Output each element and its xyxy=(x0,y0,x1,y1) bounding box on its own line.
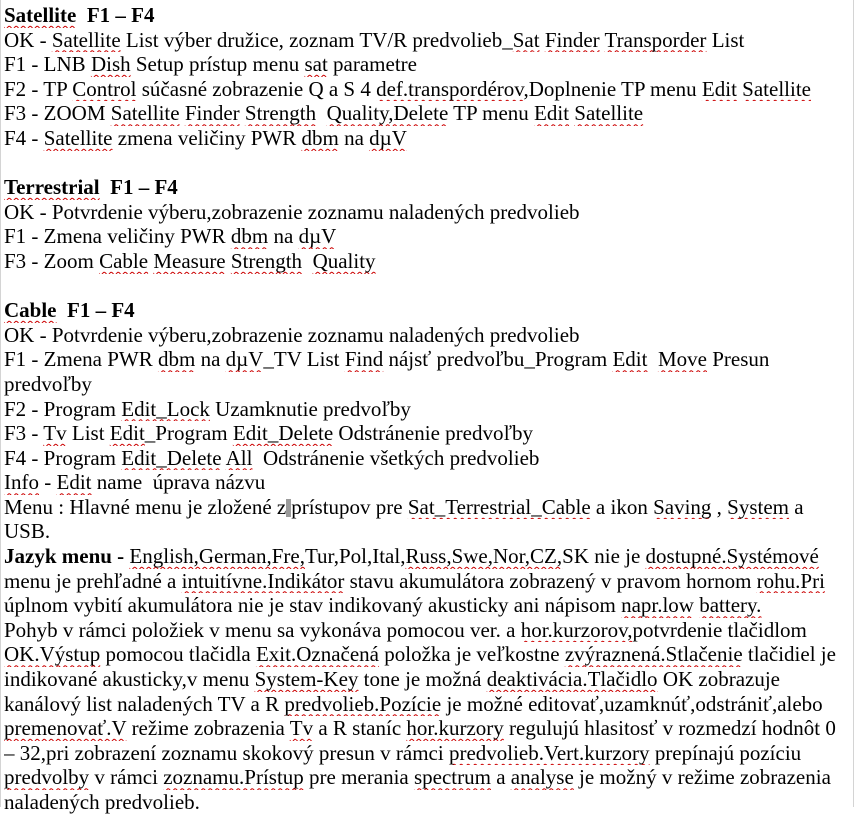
misspelled-word: Quality xyxy=(312,248,376,273)
text-segment: regulujú hlasitosť v rozmedzí hodnôt 0 xyxy=(503,716,836,741)
text-line xyxy=(4,569,853,594)
text-line xyxy=(4,323,853,348)
text-line xyxy=(4,224,853,249)
blank-line xyxy=(4,274,853,299)
misspelled-word: hor.kurzorov, xyxy=(520,617,633,642)
text-line xyxy=(4,372,853,397)
text-line xyxy=(4,667,853,692)
text-segment xyxy=(302,249,313,273)
misspelled-word: Edit xyxy=(701,76,737,101)
text-line xyxy=(4,28,853,53)
text-segment: zmena veličiny PWR xyxy=(112,125,302,150)
misspelled-word: Satellite xyxy=(43,125,113,150)
text-segment: OK - Potvrdenie výberu,zobrazenie zoznamu naladených predvolieb xyxy=(4,199,580,224)
misspelled-word: Finder xyxy=(184,101,240,126)
text-segment: F3 - Zoom xyxy=(4,248,100,273)
text-segment: režime zobrazenia xyxy=(126,716,290,741)
text-segment: a R staníc xyxy=(313,716,407,741)
misspelled-word: Sat_Terrestrial_Cable xyxy=(407,494,591,519)
misspelled-word: predvolieb.Vert.kurzory xyxy=(448,740,650,765)
section-heading xyxy=(4,298,853,323)
text-line xyxy=(4,544,853,569)
misspelled-word: sat xyxy=(304,52,328,77)
misspelled-word: Edit xyxy=(56,470,92,495)
section-heading xyxy=(4,175,853,200)
text-segment: F1 – F4 xyxy=(76,3,155,27)
text-segment: nájsť predvoľbu_Program xyxy=(383,347,613,372)
text-segment: pomocou tlačidla xyxy=(100,642,256,667)
text-line xyxy=(4,716,853,741)
text-segment: Odstránenie všetkých predvolieb xyxy=(252,445,540,470)
text-line xyxy=(4,692,853,717)
misspelled-word: dbm xyxy=(157,347,196,372)
text-segment: List xyxy=(706,27,745,52)
text-segment: SK nie je xyxy=(562,544,646,569)
text-segment: F1 - Zmena veličiny PWR xyxy=(4,224,231,249)
text-line xyxy=(4,101,853,126)
misspelled-word: Measure xyxy=(153,248,226,273)
text-line xyxy=(4,618,853,643)
text-line xyxy=(4,249,853,274)
misspelled-word: hor.kurzory xyxy=(406,716,504,741)
text-segment: tone je možná xyxy=(358,667,487,692)
text-segment: OK zobrazuje xyxy=(657,667,781,692)
text-segment: F2 - TP xyxy=(4,76,73,101)
text-segment: _Program xyxy=(144,421,233,446)
text-segment: OK - Potvrdenie výberu,zobrazenie zoznamu naladených predvolieb xyxy=(4,322,580,347)
misspelled-word: spectrum xyxy=(413,765,491,790)
misspelled-word: Finder xyxy=(544,27,600,52)
text-segment: F3 - xyxy=(4,421,44,446)
text-segment: USB. xyxy=(4,519,51,544)
text-line xyxy=(4,495,853,520)
misspelled-word: dµV xyxy=(225,347,264,372)
text-segment: name úprava názvu xyxy=(91,470,266,495)
misspelled-word: Cable xyxy=(99,248,149,273)
misspelled-word: dbm xyxy=(301,125,339,150)
misspelled-word: System-Key xyxy=(254,667,359,692)
text-line xyxy=(4,790,853,815)
text-segment: F2 - Program xyxy=(4,396,122,421)
text-segment: menu je prehľadné a xyxy=(4,568,182,593)
misspelled-word: napr.low xyxy=(621,593,694,618)
text-segment: F1 - Zmena PWR xyxy=(4,347,158,372)
text-segment: položka je veľkostne xyxy=(379,642,565,667)
text-segment: , xyxy=(711,494,728,519)
text-segment: tlačidiel je xyxy=(742,642,836,667)
text-segment: F1 - LNB xyxy=(4,52,91,77)
misspelled-word: Info xyxy=(4,470,39,495)
text-segment xyxy=(316,101,327,125)
misspelled-word: dµV xyxy=(369,125,407,150)
text-segment: na xyxy=(195,347,226,372)
text-segment: F3 - ZOOM xyxy=(4,101,111,126)
text-segment xyxy=(647,347,658,371)
blank-line xyxy=(4,151,853,176)
text-segment: F4 - Program xyxy=(4,445,122,470)
text-segment: Setup prístup menu xyxy=(130,52,305,77)
misspelled-word: Transporder xyxy=(604,27,707,52)
text-segment: a xyxy=(490,765,511,790)
misspelled-word: Satellite xyxy=(51,27,121,52)
misspelled-word: Exit.Označená xyxy=(255,642,380,667)
text-segment: Presun xyxy=(706,347,770,372)
text-segment: OK - xyxy=(4,27,52,52)
text-line xyxy=(4,446,853,471)
text-segment: potvrdenie tlačidlom xyxy=(632,617,807,642)
text-segment: prepínajú pozíciu xyxy=(649,740,802,765)
misspelled-word: analyse xyxy=(510,765,574,790)
misspelled-word: Tv xyxy=(43,421,67,446)
misspelled-word: dbm xyxy=(230,224,269,249)
text-line xyxy=(4,421,853,446)
text-segment: ,Doplnenie TP menu xyxy=(523,76,702,101)
text-segment: a xyxy=(789,494,804,519)
text-segment: Odstránenie predvoľby xyxy=(333,421,533,446)
misspelled-word: rohu.Pri xyxy=(756,568,825,593)
text-segment: Tur,Pol,Ital, xyxy=(304,544,406,569)
text-line xyxy=(4,126,853,151)
text-line xyxy=(4,347,853,372)
misspelled-word: Strength xyxy=(244,101,317,126)
misspelled-word: Edit_Lock xyxy=(121,396,210,421)
misspelled-word: Edit_Delete xyxy=(232,421,334,446)
misspelled-word: Terrestrial xyxy=(4,175,100,200)
text-line xyxy=(4,741,853,766)
text-segment: F4 - xyxy=(4,125,44,150)
text-segment: parametre xyxy=(327,52,417,77)
section-heading xyxy=(4,3,853,28)
misspelled-word: Edit xyxy=(534,101,570,126)
misspelled-word: Edit_Delete xyxy=(121,445,222,470)
misspelled-word: Cable xyxy=(4,298,57,323)
misspelled-word: intuitívne.Indikátor xyxy=(181,568,345,593)
text-segment: stavu akumulátora zobrazený v pravom hornom xyxy=(344,568,757,593)
text-segment: v rámci xyxy=(89,765,164,790)
misspelled-word: deaktivácia.Tlačidlo xyxy=(486,667,658,692)
text-segment: – 32,pri zobrazení zoznamu skokový presun v rámci xyxy=(4,740,449,765)
misspelled-word: zvýraznená.Stlačenie xyxy=(564,642,743,667)
text-line xyxy=(4,593,853,618)
text-segment: List xyxy=(66,421,110,446)
misspelled-word: System xyxy=(727,494,790,519)
misspelled-word: def.transpordérov xyxy=(376,76,524,101)
misspelled-word: zoznamu.Prístup xyxy=(163,765,304,790)
misspelled-word: Satellite xyxy=(4,3,77,27)
misspelled-word: predvolieb.Pozície xyxy=(284,691,442,716)
text-segment: kanálový list naladených TV a R xyxy=(4,691,285,716)
misspelled-word: battery. xyxy=(699,593,762,618)
text-line xyxy=(4,765,853,790)
misspelled-word: Russ,Swe,Nor,CZ, xyxy=(405,544,563,569)
text-segment: pre merania xyxy=(303,765,414,790)
misspelled-word: Edit xyxy=(612,347,648,372)
text-line xyxy=(4,519,853,544)
misspelled-word: Sat xyxy=(512,27,540,52)
text-segment: indikované akusticky,v menu xyxy=(4,667,255,692)
misspelled-word: Satellite xyxy=(742,76,811,101)
text-segment: - xyxy=(39,470,57,495)
text-segment: naladených predvolieb. xyxy=(4,790,200,814)
misspelled-word: Satellite xyxy=(110,101,180,126)
text-line xyxy=(4,52,853,77)
misspelled-word: Strength xyxy=(230,248,303,273)
misspelled-word: Control xyxy=(72,76,137,101)
text-segment: predvoľby xyxy=(4,371,92,396)
text-segment: TP menu xyxy=(448,101,535,126)
misspelled-word: dµV xyxy=(298,224,337,249)
text-segment: prístupov pre xyxy=(291,494,408,519)
misspelled-word: Edit xyxy=(109,421,145,446)
text-segment: je možný v režime zobrazenia xyxy=(573,765,831,790)
text-line xyxy=(4,642,853,667)
text-segment: List výber družice, zoznam TV/R predvolieb_ xyxy=(120,27,513,52)
misspelled-word: Find xyxy=(344,347,384,372)
text-segment: Jazyk menu - xyxy=(4,544,130,569)
text-segment: súčasné zobrazenie Q a S 4 xyxy=(136,76,377,101)
text-segment: Pohyb v rámci položiek v menu sa vykonáva pomocou ver. a xyxy=(4,617,521,642)
text-segment: úplnom vybití akumulátora nie je stav indikovaný akusticky ani nápisom xyxy=(4,593,622,618)
misspelled-word: English,German,Fre, xyxy=(129,544,305,569)
text-line xyxy=(4,397,853,422)
misspelled-word: Move xyxy=(657,347,707,372)
text-line xyxy=(4,77,853,102)
text-segment: na xyxy=(338,125,370,150)
text-segment: F1 – F4 xyxy=(99,175,178,200)
misspelled-word: premenovať.V xyxy=(4,716,127,741)
text-segment: je možné editovať,uzamknúť,odstrániť,alebo xyxy=(441,691,823,716)
text-segment: a ikon xyxy=(590,494,654,519)
misspelled-word: Satellite xyxy=(574,101,644,126)
misspelled-word: dostupné.Systémové xyxy=(645,544,819,569)
text-segment: na xyxy=(268,224,299,249)
text-segment: F1 – F4 xyxy=(56,298,135,323)
misspelled-word: Tv xyxy=(289,716,314,741)
misspelled-word: predvolby xyxy=(4,765,90,790)
text-segment: _TV List xyxy=(263,347,345,372)
misspelled-word: Dish xyxy=(90,52,131,77)
text-line xyxy=(4,200,853,225)
misspelled-word: Saving xyxy=(653,494,712,519)
text-segment: Uzamknutie predvoľby xyxy=(209,396,411,421)
misspelled-word: All xyxy=(225,445,253,470)
misspelled-word: Quality,Delete xyxy=(326,101,449,126)
text-segment: Menu : Hlavné menu je zložené z xyxy=(4,494,287,519)
text-line xyxy=(4,470,853,495)
misspelled-word: OK.Výstup xyxy=(4,642,101,667)
